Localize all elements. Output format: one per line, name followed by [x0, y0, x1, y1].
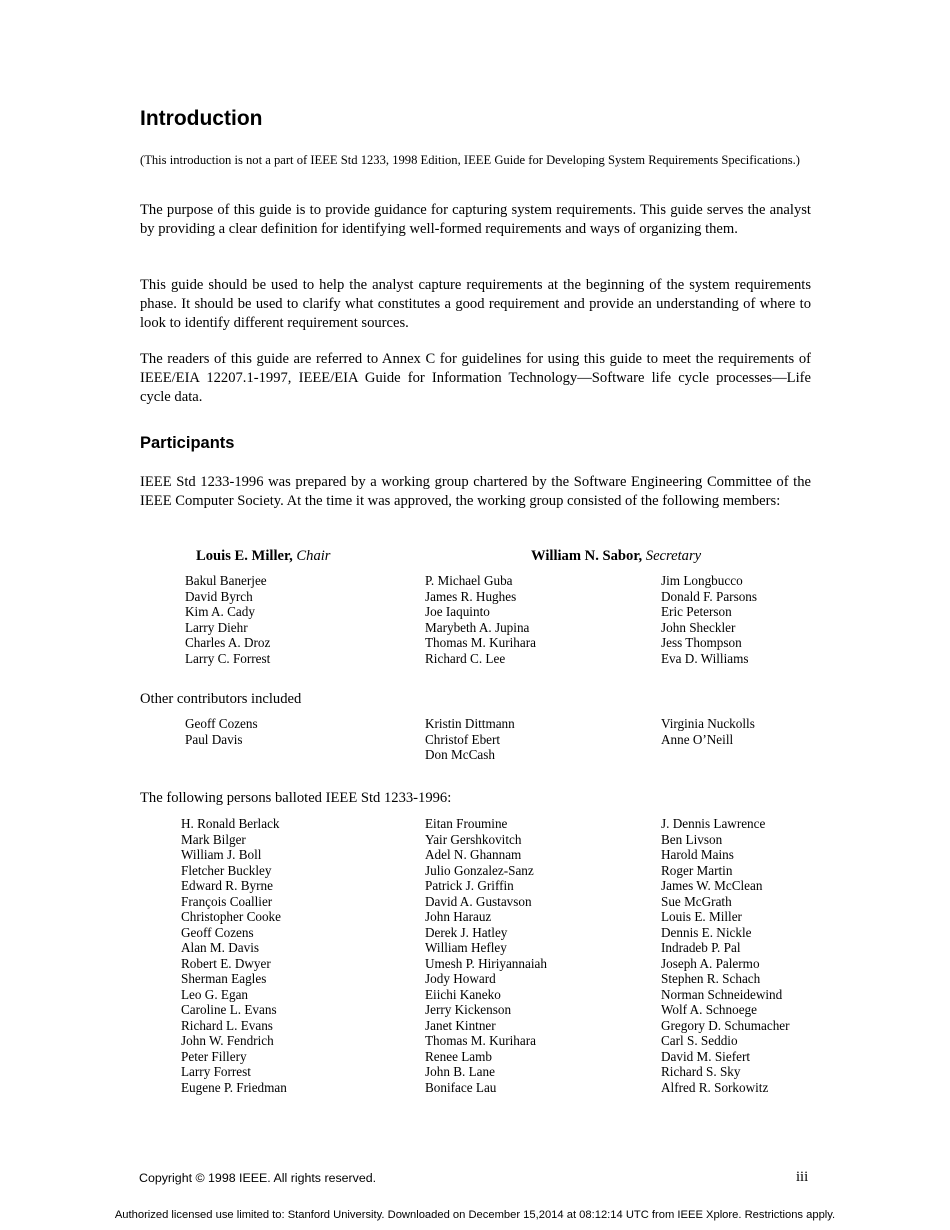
annex-reference-paragraph: The readers of this guide are referred to Annex C for guidelines for using this guide to meet the requirements of IEEE/EIA 12207.1-1997, IEEE/EIA Guide for Information Technology—Software life cycle processes—Life cycle data. — [140, 351, 811, 405]
person-name: Julio Gonzalez-Sanz — [425, 862, 534, 878]
other-contributors-column-1 — [185, 716, 258, 747]
person-name: Jerry Kickenson — [425, 1002, 512, 1017]
person-name: Christof Ebert — [425, 731, 501, 747]
working-group-column-3 — [661, 573, 757, 666]
usage-paragraph: This guide should be used to help the analyst capture requirements at the beginning of the system requirements phase. It should be used to clarify what constitutes a good requirement and provide an understanding of where to look to identify different requirement sources. — [140, 277, 811, 331]
license-banner: Authorized licensed use limited to: Stanford University. Downloaded on December 15,2014 at 08:12:14 UTC from IEEE Xplore. Restrictions apply. — [114, 1209, 836, 1221]
participants-heading: Participants — [140, 434, 235, 452]
person-name: Kim A. Cady — [185, 604, 255, 619]
person-name: Indradeb P. Pal — [661, 940, 741, 955]
person-name: Louis E. Miller — [661, 909, 742, 924]
person-name: Paul Davis — [185, 731, 243, 747]
other-contributors-column-3 — [661, 716, 755, 747]
person-name: Harold Mains — [661, 847, 734, 862]
secretary-role: Secretary — [645, 548, 702, 564]
person-name: Derek J. Hatley — [425, 924, 508, 940]
person-name: Leo G. Egan — [181, 986, 249, 1002]
person-name: Wolf A. Schnoege — [661, 1002, 757, 1017]
other-contributors-column-2 — [425, 716, 515, 763]
person-name: J. Dennis Lawrence — [661, 816, 766, 831]
copyright-notice: Copyright © 1998 IEEE. All rights reserved. — [139, 1171, 377, 1185]
person-name: Eva D. Williams — [661, 650, 749, 666]
chair-line — [196, 547, 330, 566]
person-name: Roger Martin — [661, 862, 733, 878]
person-name: Marybeth A. Jupina — [425, 619, 530, 635]
person-name: Thomas M. Kurihara — [425, 1033, 536, 1048]
person-name: Norman Schneidewind — [661, 986, 783, 1002]
person-name: Stephen R. Schach — [661, 971, 761, 986]
person-name: Charles A. Droz — [185, 635, 271, 650]
balloters-column-2 — [425, 816, 547, 1095]
person-name: Don McCash — [425, 747, 495, 762]
person-name: William J. Boll — [181, 847, 262, 862]
person-name: Donald F. Parsons — [661, 588, 758, 604]
person-name: Virginia Nuckolls — [661, 716, 755, 731]
person-name: Jess Thompson — [661, 635, 742, 650]
person-name: Christopher Cooke — [181, 909, 281, 924]
person-name: Richard C. Lee — [425, 650, 506, 666]
person-name: Adel N. Ghannam — [425, 847, 522, 862]
working-group-column-1 — [185, 573, 270, 666]
person-name: James W. McClean — [661, 878, 763, 893]
person-name: Gregory D. Schumacher — [661, 1017, 790, 1033]
secretary-line — [531, 547, 701, 566]
person-name: Jody Howard — [425, 971, 496, 986]
other-contributors-label: Other contributors included — [140, 691, 302, 707]
person-name: David A. Gustavson — [425, 893, 532, 909]
person-name: Carl S. Seddio — [661, 1033, 738, 1048]
person-name: Alan M. Davis — [181, 940, 260, 955]
person-name: Joe Iaquinto — [425, 604, 490, 619]
person-name: Boniface Lau — [425, 1079, 497, 1095]
person-name: Jim Longbucco — [661, 573, 743, 588]
person-name: Peter Fillery — [181, 1048, 247, 1064]
person-name: Anne O’Neill — [661, 731, 734, 747]
chair-role: Chair — [296, 548, 331, 564]
person-name: Patrick J. Griffin — [425, 878, 514, 893]
person-name: Thomas M. Kurihara — [425, 635, 536, 650]
balloters-column-3 — [661, 816, 790, 1095]
person-name: Eiichi Kaneko — [425, 986, 501, 1002]
page-number: iii — [796, 1169, 809, 1185]
person-name: John Sheckler — [661, 619, 736, 635]
person-name: Kristin Dittmann — [425, 716, 515, 731]
person-name: Larry Diehr — [185, 619, 248, 635]
person-name: John Harauz — [425, 909, 492, 924]
person-name: Eric Peterson — [661, 604, 732, 619]
person-name: Fletcher Buckley — [181, 862, 272, 878]
person-name: Larry C. Forrest — [185, 650, 271, 666]
person-name: Richard L. Evans — [181, 1017, 273, 1033]
working-group-paragraph: IEEE Std 1233-1996 was prepared by a working group chartered by the Software Engineering Committee of the IEEE Computer Society. At the time it was approved, the working group consisted of the following members: — [140, 474, 811, 509]
person-name: Geoff Cozens — [185, 716, 258, 731]
person-name: Mark Bilger — [181, 831, 246, 847]
purpose-paragraph: The purpose of this guide is to provide guidance for capturing system requirements. This guide serves the analyst by providing a clear definition for identifying well-formed requirements and ways of organizing them. — [140, 202, 811, 237]
person-name: David Byrch — [185, 588, 253, 604]
person-name: Caroline L. Evans — [181, 1002, 277, 1017]
person-name: H. Ronald Berlack — [181, 816, 280, 831]
person-name: Sue McGrath — [661, 893, 732, 909]
person-name: Joseph A. Palermo — [661, 955, 760, 971]
introduction-heading: Introduction — [140, 107, 263, 130]
person-name: Larry Forrest — [181, 1064, 251, 1079]
person-name: David M. Siefert — [661, 1048, 750, 1064]
introduction-note: (This introduction is not a part of IEEE Std 1233, 1998 Edition, IEEE Guide for Developing System Requirements Specifications.) — [140, 153, 801, 167]
person-name: Richard S. Sky — [661, 1064, 741, 1079]
person-name: Janet Kintner — [425, 1017, 496, 1033]
person-name: Bakul Banerjee — [185, 573, 267, 588]
secretary-name: William N. Sabor, — [531, 548, 643, 564]
person-name: Edward R. Byrne — [181, 878, 273, 893]
person-name: William Hefley — [425, 940, 507, 955]
person-name: Renee Lamb — [425, 1048, 493, 1064]
person-name: John W. Fendrich — [181, 1033, 274, 1048]
chair-name: Louis E. Miller, — [196, 548, 293, 564]
person-name: Yair Gershkovitch — [425, 831, 522, 847]
balloters-column-1 — [181, 816, 287, 1095]
working-group-column-2 — [425, 573, 536, 666]
person-name: Umesh P. Hiriyannaiah — [425, 955, 547, 971]
person-name: Geoff Cozens — [181, 924, 254, 940]
person-name: Alfred R. Sorkowitz — [661, 1079, 769, 1095]
person-name: John B. Lane — [425, 1064, 495, 1079]
balloters-label: The following persons balloted IEEE Std 1233-1996: — [140, 790, 452, 806]
person-name: Sherman Eagles — [181, 971, 267, 986]
person-name: François Coallier — [181, 893, 273, 909]
person-name: Ben Livson — [661, 831, 723, 847]
person-name: Eugene P. Friedman — [181, 1079, 287, 1095]
person-name: Eitan Froumine — [425, 816, 508, 831]
person-name: Robert E. Dwyer — [181, 955, 271, 971]
person-name: James R. Hughes — [425, 588, 517, 604]
person-name: P. Michael Guba — [425, 573, 513, 588]
person-name: Dennis E. Nickle — [661, 924, 752, 940]
